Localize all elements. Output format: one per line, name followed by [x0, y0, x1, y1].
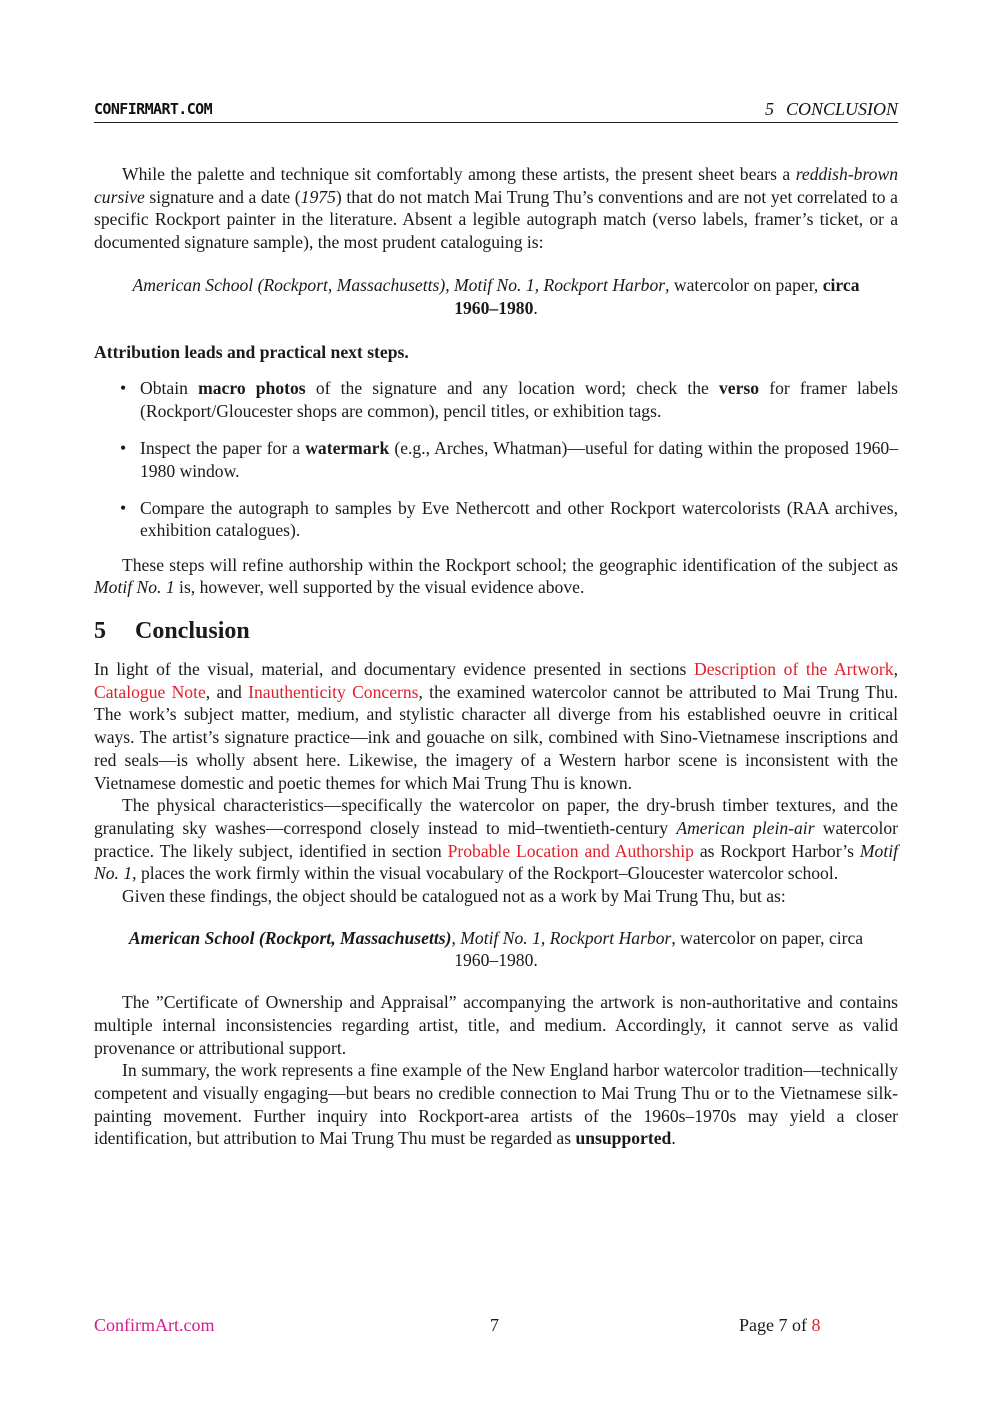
text-run: macro photos — [198, 377, 306, 398]
text-run: verso — [719, 377, 760, 398]
text-run: signature and a date ( — [144, 186, 301, 207]
text-run: , — [451, 927, 461, 948]
text-run: While the palette and technique sit comfortably among these artists, the present sheet bears a — [122, 164, 796, 184]
page-header — [94, 100, 898, 123]
page-body — [94, 163, 898, 1150]
text-run: watermark — [305, 437, 390, 458]
text-run: Page 7 of — [739, 1315, 812, 1335]
text-run: In summary, the work represents a fine example of the New England harbor watercolor tradition—technically competent and visually engaging—but bears no credible connection to Mai Trung Thu or to the Vietnamese silk-painting movement. Further inquiry into Rockport-area artists of the 1960s–1970s may yield a closer identification, but attribution to Mai Trung Thu must be regarded as — [94, 1060, 898, 1149]
footer-site-link[interactable]: ConfirmArt.com — [94, 1315, 215, 1335]
section-link-location[interactable]: Probable Location and Authorship — [447, 840, 694, 861]
text-run: The physical characteristics—specifically the watercolor on paper, the dry-brush timber textures, and the granulating sky washes—correspond closely instead to mid–twentieth-century — [94, 795, 898, 838]
text-run: Compare the autograph to samples by Eve Nethercott and other Rockport watercolorists (RAA archives, exhibition catalogues). — [140, 497, 898, 541]
steps-heading: Attribution leads and practical next steps. — [94, 342, 409, 363]
section-heading-conclusion — [94, 617, 898, 645]
text-run: watercolor practice. The likely subject, identified in section — [94, 817, 898, 861]
footer-page-number: 7 — [490, 1315, 499, 1335]
signature-description: reddish-brown cursive — [94, 164, 898, 207]
catalogue-entry-1 — [112, 274, 880, 319]
text-run: , places the work firmly within the visual vocabulary of the Rockport–Gloucester watercolor school. — [132, 863, 839, 884]
text-run: In light of the visual, material, and documentary evidence presented in sections — [94, 659, 694, 680]
section-link-catalogue-note[interactable]: Catalogue Note — [94, 681, 206, 702]
text-run: ) that do not match Mai Trung Thu’s conventions and are not yet correlated to a specific Rockport painter in the literature. Absent a legible autograph match (verso labels, framer’s ticket, or a documented signature sample), the most prudent cataloguing is: — [94, 186, 898, 253]
verdict-word: unsupported — [575, 1128, 672, 1149]
last-page-link[interactable]: 8 — [811, 1315, 821, 1335]
conclusion-paragraph-4: The ”Certificate of Ownership and Appraisal” accompanying the artwork is non-authoritative and contains multiple internal inconsistencies regarding artist, title, and medium. Accordingly, it cannot serve as valid provenance or attributional support. — [94, 992, 898, 1058]
footer-page-count — [739, 1315, 820, 1336]
text-run: as Rockport Harbor’s — [693, 840, 860, 861]
section-link-inauthenticity[interactable]: Inauthenticity Concerns — [248, 681, 419, 702]
text-run: American plein-air — [676, 817, 815, 838]
text-run: , — [893, 659, 898, 680]
text-run: , watercolor on paper, — [665, 274, 823, 295]
text-run: These steps will refine authorship within the Rockport school; the geographic identification of the subject as — [122, 554, 898, 575]
steps-summary-paragraph — [94, 554, 898, 599]
text-run: . — [671, 1128, 676, 1149]
section-title: Conclusion — [135, 618, 250, 645]
list-item — [140, 437, 898, 482]
catalogue-entry-2 — [112, 927, 880, 972]
conclusion-paragraph-2 — [94, 794, 898, 885]
intro-paragraph — [94, 163, 898, 254]
text-run: (e.g., Arches, Whatman)—useful for dating within the proposed 1960–1980 window. — [140, 437, 899, 481]
running-head-title: CONCLUSION — [785, 99, 898, 119]
text-run: , the examined watercolor cannot be attributed to Mai Trung Thu. The work’s subject matter, medium, and stylistic character all diverge from his established oeuvre in critical ways. The artist’s signature practice—ink and gouache on silk, combined with Sino-Vietnamese inscriptions and red seals—is wholly absent here. Likewise, the imagery of a Western harbor scene is inconsistent with the Vietnamese domestic and poetic themes for which Mai Trung Thu is known. — [94, 681, 898, 793]
list-item — [140, 377, 898, 422]
text-run: of the signature and any location word; check the — [305, 377, 719, 398]
conclusion-paragraph-3: Given these findings, the object should be catalogued not as a work by Mai Trung Thu, but as: — [122, 886, 786, 907]
catalogue-title: Motif No. 1, Rockport Harbor — [460, 927, 672, 948]
catalogue-date: circa 1960–1980 — [454, 274, 860, 318]
page-footer — [94, 1315, 898, 1339]
text-run: Motif No. 1 — [94, 577, 175, 598]
section-link-description[interactable]: Description of the Artwork — [693, 659, 894, 680]
steps-list — [94, 377, 898, 542]
catalogue-title: American School (Rockport, Massachusetts), Motif No. 1, Rockport Harbor — [132, 274, 666, 295]
running-head — [765, 99, 898, 120]
text-run: , watercolor on paper, circa 1960–1980. — [454, 927, 864, 971]
text-run: . — [533, 297, 538, 318]
text-run: , and — [205, 681, 249, 702]
list-item — [140, 497, 898, 542]
document-page — [94, 0, 898, 1404]
text-run: Inspect the paper for a — [140, 437, 306, 458]
text-run: is, however, well supported by the visual evidence above. — [174, 577, 585, 598]
section-number: 5 — [94, 618, 106, 645]
running-head-number: 5 — [764, 99, 774, 119]
text-run: Obtain — [140, 377, 199, 398]
text-run: Motif No. 1 — [94, 840, 898, 884]
conclusion-paragraph-5 — [94, 1059, 898, 1150]
text-run: for framer labels (Rockport/Gloucester shops are common), pencil titles, or exhibition tags. — [140, 377, 898, 421]
site-logo: CONFIRMART.COM — [94, 100, 213, 118]
signature-date: 1975 — [300, 186, 336, 207]
catalogue-school: American School (Rockport, Massachusetts) — [128, 927, 452, 948]
conclusion-paragraph-1 — [94, 658, 898, 794]
